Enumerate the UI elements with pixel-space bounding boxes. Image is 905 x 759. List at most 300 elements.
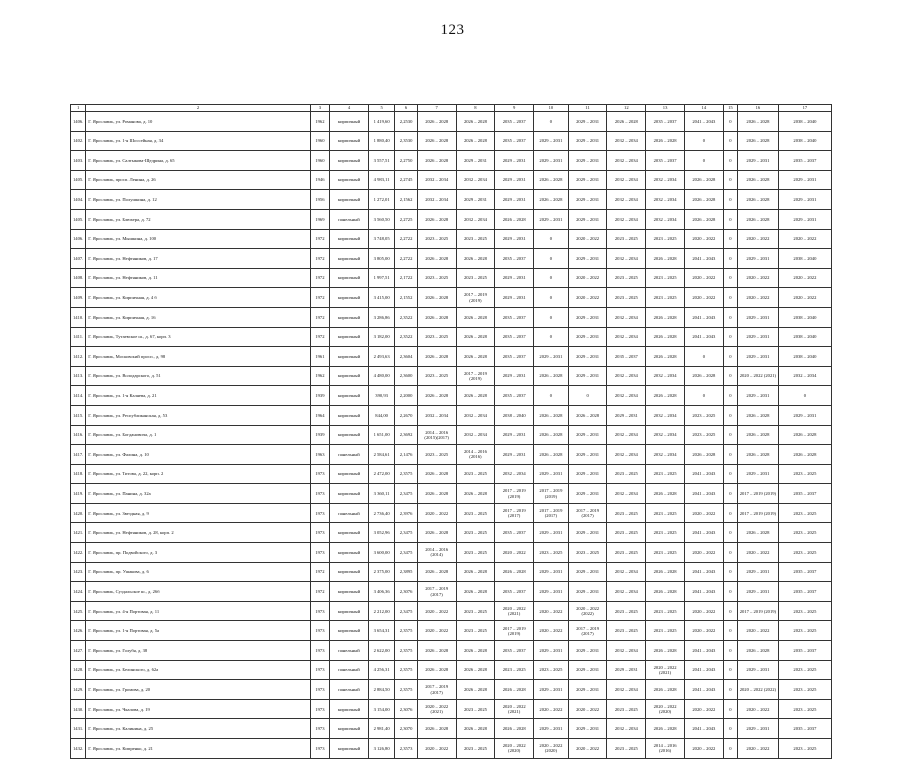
table-cell: 2017 – 2019 (2017) bbox=[495, 503, 534, 523]
table-cell: 3 654,31 bbox=[368, 621, 395, 641]
table-cell: 2026 – 2028 bbox=[417, 562, 456, 582]
table-cell: 1973 bbox=[310, 464, 329, 484]
address-cell: Г. Ярославль, ул. Панина, д. 32а bbox=[86, 484, 310, 504]
table-cell: 2026 – 2028 bbox=[738, 112, 779, 132]
table-cell: 2023 – 2025 bbox=[778, 601, 831, 621]
table-cell: 2026 – 2028 bbox=[646, 680, 685, 700]
table-row bbox=[71, 268, 832, 288]
table-cell: 2035 – 2037 bbox=[495, 327, 534, 347]
table-cell: 2026 – 2028 bbox=[534, 190, 569, 210]
address-cell: Г. Ярославль, ул. Громова, д. 20 bbox=[86, 680, 310, 700]
table-cell: 2017 – 2019 (2019) bbox=[738, 503, 779, 523]
table-cell: 2020 – 2022 (2021) bbox=[738, 366, 779, 386]
table-cell: кирпичный bbox=[330, 112, 369, 132]
table-cell: 2023 – 2025 bbox=[607, 601, 646, 621]
table-cell: 1423. bbox=[71, 562, 86, 582]
table-cell: 1414. bbox=[71, 386, 86, 406]
table-row bbox=[71, 386, 832, 406]
table-cell: 2029 – 2031 bbox=[568, 190, 607, 210]
table-cell: 0 bbox=[568, 386, 607, 406]
table-cell: кирпичный bbox=[330, 543, 369, 563]
table-cell: 1412. bbox=[71, 347, 86, 367]
table-cell: 2026 – 2028 bbox=[534, 445, 569, 465]
table-cell: панельный bbox=[330, 680, 369, 700]
table-cell: 2,3475 bbox=[395, 601, 417, 621]
table-cell: 2038 – 2040 bbox=[778, 327, 831, 347]
table-cell: 0 bbox=[723, 366, 737, 386]
table-cell: 3 415,00 bbox=[368, 288, 395, 308]
table-cell: кирпичный bbox=[330, 131, 369, 151]
table-cell: 2,1552 bbox=[395, 288, 417, 308]
table-cell: 2023 – 2025 bbox=[534, 543, 569, 563]
table-cell: 3 557,51 bbox=[368, 151, 395, 171]
table-cell: 2026 – 2028 bbox=[417, 151, 456, 171]
table-cell: 2,3070 bbox=[395, 719, 417, 739]
table-cell: 2023 – 2025 bbox=[456, 621, 495, 641]
table-cell: 2026 – 2028 bbox=[495, 680, 534, 700]
table-cell: 2026 – 2028 bbox=[646, 582, 685, 602]
table-cell: 1 272,01 bbox=[368, 190, 395, 210]
table-cell: 2023 – 2025 bbox=[778, 660, 831, 680]
table-cell: 2 981,40 bbox=[368, 719, 395, 739]
table-cell: 4 256,31 bbox=[368, 660, 395, 680]
table-cell: 2032 – 2034 bbox=[607, 327, 646, 347]
table-cell: 1411. bbox=[71, 327, 86, 347]
table-cell: 2029 – 2031 bbox=[495, 170, 534, 190]
table-cell: 2038 – 2040 bbox=[778, 307, 831, 327]
table-cell: 2023 – 2025 bbox=[607, 464, 646, 484]
table-cell: 1410. bbox=[71, 307, 86, 327]
table-cell: 2023 – 2025 bbox=[778, 543, 831, 563]
table-row bbox=[71, 484, 832, 504]
address-cell: Г. Ярославль, ул. Нефтяников, д. 28, корп. 2 bbox=[86, 523, 310, 543]
table-cell: 2032 – 2034 bbox=[456, 209, 495, 229]
table-cell: 0 bbox=[723, 347, 737, 367]
address-cell: Г. Ярославль, пр. Ушакова, д. 6 bbox=[86, 562, 310, 582]
table-cell: 2032 – 2034 bbox=[646, 190, 685, 210]
table-cell: 1430. bbox=[71, 699, 86, 719]
table-cell: 2026 – 2028 bbox=[738, 425, 779, 445]
table-cell: 2023 – 2025 bbox=[456, 543, 495, 563]
column-header: 2 bbox=[86, 105, 310, 112]
address-cell: Г. Ярославль, ул. Мышкина, д. 100 bbox=[86, 229, 310, 249]
table-cell: 2023 – 2025 bbox=[417, 366, 456, 386]
table-cell: 2 736,40 bbox=[368, 503, 395, 523]
table-cell: 2029 – 2031 bbox=[456, 151, 495, 171]
table-cell: 2029 – 2031 bbox=[568, 327, 607, 347]
table-cell: 2017 – 2019 (2019) bbox=[456, 288, 495, 308]
table-cell: 3 182,00 bbox=[368, 327, 395, 347]
column-header: 16 bbox=[738, 105, 779, 112]
table-cell: 3 360,11 bbox=[368, 484, 395, 504]
table-cell: 2023 – 2025 bbox=[607, 503, 646, 523]
table-cell: 2,3895 bbox=[395, 562, 417, 582]
table-cell: 2020 – 2022 bbox=[495, 543, 534, 563]
table-cell: кирпичный bbox=[330, 190, 369, 210]
address-cell: Г. Ярославль, ул. 1-я Шоссейная, д. 34 bbox=[86, 131, 310, 151]
address-cell: Г. Ярославль, ул. Голубя, д. 38 bbox=[86, 641, 310, 661]
table-cell: 3 560,50 bbox=[368, 209, 395, 229]
table-cell: 1960 bbox=[310, 151, 329, 171]
table-cell: 2029 – 2031 bbox=[778, 170, 831, 190]
table-cell: 2020 – 2022 bbox=[568, 229, 607, 249]
table-cell: 2032 – 2034 bbox=[646, 170, 685, 190]
address-cell: Г. Ярославль, ул. Кипренко, д. 21 bbox=[86, 739, 310, 759]
table-cell: 2035 – 2037 bbox=[646, 151, 685, 171]
table-cell: 2 493,63 bbox=[368, 347, 395, 367]
table-cell: 1972 bbox=[310, 327, 329, 347]
table-cell: 2026 – 2028 bbox=[456, 660, 495, 680]
table-cell: 2020 – 2022 bbox=[417, 601, 456, 621]
table-cell: 2026 – 2028 bbox=[646, 347, 685, 367]
table-cell: 2026 – 2028 bbox=[738, 445, 779, 465]
table-cell: 2026 – 2028 bbox=[456, 307, 495, 327]
table-cell: 2020 – 2022 bbox=[534, 621, 569, 641]
table-cell: 2017 – 2019 (2017) bbox=[568, 503, 607, 523]
address-cell: Г. Ярославль, ул. Калинина, д. 25 bbox=[86, 719, 310, 739]
table-cell: 2020 – 2022 bbox=[534, 601, 569, 621]
table-row bbox=[71, 582, 832, 602]
table-cell: 2020 – 2022 (2022) bbox=[568, 601, 607, 621]
table-cell: 2029 – 2031 bbox=[738, 464, 779, 484]
table-cell: 2035 – 2037 bbox=[495, 131, 534, 151]
table-cell: 2,3692 bbox=[395, 425, 417, 445]
table-cell: 2026 – 2028 bbox=[738, 405, 779, 425]
table-cell: 0 bbox=[534, 327, 569, 347]
table-cell: кирпичный bbox=[330, 719, 369, 739]
table-cell: 0 bbox=[684, 386, 723, 406]
table-cell: 1409. bbox=[71, 288, 86, 308]
table-cell: 2 884,50 bbox=[368, 680, 395, 700]
table-cell: 3 154,00 bbox=[368, 699, 395, 719]
table-cell: 2023 – 2025 bbox=[778, 680, 831, 700]
header-row bbox=[71, 105, 832, 112]
table-cell: 0 bbox=[684, 131, 723, 151]
table-cell: 0 bbox=[723, 170, 737, 190]
table-cell: 2020 – 2022 bbox=[568, 288, 607, 308]
table-cell: 2020 – 2022 bbox=[738, 288, 779, 308]
address-cell: Г. Ярославль, ул. Кирпичная, д. 16 bbox=[86, 307, 310, 327]
column-header: 3 bbox=[310, 105, 329, 112]
table-cell: 2032 – 2034 bbox=[456, 405, 495, 425]
table-cell: 2026 – 2028 bbox=[456, 719, 495, 739]
table-cell: 2023 – 2025 bbox=[646, 523, 685, 543]
column-header: 5 bbox=[368, 105, 395, 112]
table-cell: 2029 – 2031 bbox=[568, 719, 607, 739]
table-cell: 2032 – 2034 bbox=[607, 425, 646, 445]
table-cell: 3 286,86 bbox=[368, 307, 395, 327]
table-cell: 2023 – 2025 bbox=[778, 699, 831, 719]
column-header: 11 bbox=[568, 105, 607, 112]
table-cell: 2029 – 2031 bbox=[568, 366, 607, 386]
table-cell: 2023 – 2025 bbox=[646, 543, 685, 563]
table-cell: 2029 – 2031 bbox=[738, 249, 779, 269]
table-cell: кирпичный bbox=[330, 405, 369, 425]
table-cell: 1973 bbox=[310, 484, 329, 504]
table-cell: 2041 – 2043 bbox=[684, 660, 723, 680]
table-cell: 2041 – 2043 bbox=[684, 307, 723, 327]
table-cell: 2023 – 2025 bbox=[417, 229, 456, 249]
table-cell: 2035 – 2037 bbox=[495, 386, 534, 406]
table-cell: кирпичный bbox=[330, 229, 369, 249]
table-cell: 2038 – 2040 bbox=[778, 249, 831, 269]
table-cell: 2017 – 2019 (2017) bbox=[568, 621, 607, 641]
table-cell: 0 bbox=[723, 680, 737, 700]
table-body bbox=[71, 112, 832, 759]
table-cell: 2035 – 2037 bbox=[495, 582, 534, 602]
address-cell: Г. Ярославль, ул. Нефтяников, д. 11 bbox=[86, 268, 310, 288]
table-cell: 0 bbox=[723, 543, 737, 563]
table-cell: 1973 bbox=[310, 719, 329, 739]
table-row bbox=[71, 170, 832, 190]
table-cell: 2029 – 2031 bbox=[534, 641, 569, 661]
table-cell: кирпичный bbox=[330, 464, 369, 484]
table-cell: 0 bbox=[723, 229, 737, 249]
table-cell: 2023 – 2025 bbox=[778, 621, 831, 641]
table-cell: 2029 – 2031 bbox=[495, 268, 534, 288]
table-cell: 1 419,60 bbox=[368, 112, 395, 132]
table-cell: 2020 – 2022 bbox=[684, 739, 723, 759]
table-cell: 2032 – 2034 bbox=[417, 170, 456, 190]
table-cell: 2026 – 2028 bbox=[738, 131, 779, 151]
table-cell: 2035 – 2037 bbox=[778, 719, 831, 739]
table-cell: 1417. bbox=[71, 445, 86, 465]
table-cell: 2026 – 2028 bbox=[456, 327, 495, 347]
table-cell: 2029 – 2031 bbox=[568, 464, 607, 484]
table-cell: 1962 bbox=[310, 112, 329, 132]
table-cell: 2020 – 2022 bbox=[738, 699, 779, 719]
table-cell: 2026 – 2028 bbox=[495, 562, 534, 582]
table-cell: 2023 – 2025 bbox=[778, 523, 831, 543]
address-cell: Г. Ярославль, пр. Подвойского, д. 3 bbox=[86, 543, 310, 563]
address-cell: Г. Ярославль, ул. 4-я Портовая, д. 11 bbox=[86, 601, 310, 621]
table-cell: 1422. bbox=[71, 543, 86, 563]
table-cell: 2,2722 bbox=[395, 229, 417, 249]
table-cell: 2,3976 bbox=[395, 503, 417, 523]
table-cell: 2041 – 2043 bbox=[684, 327, 723, 347]
table-cell: кирпичный bbox=[330, 249, 369, 269]
column-header: 1 bbox=[71, 105, 86, 112]
table-cell: 1972 bbox=[310, 268, 329, 288]
table-cell: 0 bbox=[534, 112, 569, 132]
address-cell: Г. Ярославль, ул. 1-я Портовая, д. 5а bbox=[86, 621, 310, 641]
table-cell: 2023 – 2025 bbox=[684, 425, 723, 445]
table-cell: 1424. bbox=[71, 582, 86, 602]
table-cell: 2023 – 2025 bbox=[456, 464, 495, 484]
table-cell: 2,3575 bbox=[395, 680, 417, 700]
table-cell: 2029 – 2031 bbox=[738, 327, 779, 347]
column-header: 17 bbox=[778, 105, 831, 112]
table-cell: 2026 – 2028 bbox=[417, 288, 456, 308]
table-cell: кирпичный bbox=[330, 347, 369, 367]
table-cell: 2041 – 2043 bbox=[684, 523, 723, 543]
table-cell: 1946 bbox=[310, 170, 329, 190]
table-cell: 2026 – 2028 bbox=[738, 190, 779, 210]
table-cell: 2026 – 2028 bbox=[738, 641, 779, 661]
table-cell: 2023 – 2025 bbox=[417, 327, 456, 347]
table-cell: 2032 – 2034 bbox=[607, 484, 646, 504]
table-cell: 0 bbox=[723, 582, 737, 602]
table-row bbox=[71, 503, 832, 523]
table-cell: панельный bbox=[330, 503, 369, 523]
page-number: 123 bbox=[440, 22, 465, 38]
table-cell: 2,3575 bbox=[395, 621, 417, 641]
table-cell: 2020 – 2022 bbox=[778, 288, 831, 308]
table-cell: 2026 – 2028 bbox=[495, 719, 534, 739]
table-cell: 2023 – 2025 bbox=[607, 543, 646, 563]
table-cell: 1429. bbox=[71, 680, 86, 700]
table-cell: 2026 – 2028 bbox=[456, 680, 495, 700]
table-cell: 2029 – 2031 bbox=[568, 209, 607, 229]
table-cell: 2035 – 2037 bbox=[778, 582, 831, 602]
table-cell: 1972 bbox=[310, 229, 329, 249]
table-cell: 2020 – 2022 bbox=[738, 543, 779, 563]
table-cell: 1973 bbox=[310, 503, 329, 523]
table-cell: 2035 – 2037 bbox=[495, 347, 534, 367]
table-cell: 2038 – 2040 bbox=[778, 112, 831, 132]
table-cell: 2020 – 2022 (2021) bbox=[495, 601, 534, 621]
table-cell: 0 bbox=[723, 131, 737, 151]
table-cell: 2023 – 2025 bbox=[456, 699, 495, 719]
table-cell: 2026 – 2028 bbox=[684, 190, 723, 210]
table-cell: 2,1562 bbox=[395, 190, 417, 210]
table-cell: 0 bbox=[723, 484, 737, 504]
address-cell: Г. Ярославль, ул. Титова, д. 22, корп. 2 bbox=[86, 464, 310, 484]
table-cell: 1407. bbox=[71, 249, 86, 269]
table-cell: 2026 – 2028 bbox=[684, 366, 723, 386]
table-row bbox=[71, 327, 832, 347]
table-cell: 2026 – 2028 bbox=[456, 484, 495, 504]
table-cell: 2026 – 2028 bbox=[456, 562, 495, 582]
table-cell: 2026 – 2028 bbox=[417, 464, 456, 484]
table-cell: 2,2750 bbox=[395, 151, 417, 171]
table-cell: 2026 – 2028 bbox=[534, 366, 569, 386]
column-header: 15 bbox=[723, 105, 737, 112]
table-cell: 2014 – 2016 (2015)(2017) bbox=[417, 425, 456, 445]
table-cell: 2032 – 2034 bbox=[607, 249, 646, 269]
table-cell: 2029 – 2031 bbox=[738, 151, 779, 171]
table-cell: 2 212,00 bbox=[368, 601, 395, 621]
table-cell: кирпичный bbox=[330, 288, 369, 308]
table-cell: 2029 – 2031 bbox=[534, 719, 569, 739]
table-cell: 2017 – 2019 (2017) bbox=[417, 680, 456, 700]
table-cell: 2026 – 2028 bbox=[646, 249, 685, 269]
table-cell: 1425. bbox=[71, 601, 86, 621]
table-cell: 1427. bbox=[71, 641, 86, 661]
table-cell: 2020 – 2022 bbox=[417, 621, 456, 641]
table-cell: 2029 – 2031 bbox=[495, 151, 534, 171]
table-cell: 2026 – 2028 bbox=[456, 131, 495, 151]
table-cell: 2035 – 2037 bbox=[778, 641, 831, 661]
address-cell: Г. Ярославль, ул. Романова, д. 10 bbox=[86, 112, 310, 132]
table-cell: 1 997,51 bbox=[368, 268, 395, 288]
table-cell: 844,00 bbox=[368, 405, 395, 425]
table-cell: 2,3076 bbox=[395, 582, 417, 602]
table-cell: 2023 – 2025 bbox=[456, 601, 495, 621]
table-cell: 1405. bbox=[71, 209, 86, 229]
column-header: 4 bbox=[330, 105, 369, 112]
table-cell: 2026 – 2028 bbox=[456, 112, 495, 132]
column-header: 6 bbox=[395, 105, 417, 112]
table-cell: 390,93 bbox=[368, 386, 395, 406]
table-cell: 2041 – 2043 bbox=[684, 112, 723, 132]
table-cell: 2035 – 2037 bbox=[778, 151, 831, 171]
table-cell: 2026 – 2028 bbox=[738, 209, 779, 229]
table-cell: 2029 – 2031 bbox=[534, 131, 569, 151]
table-row bbox=[71, 229, 832, 249]
table-cell: 2032 – 2034 bbox=[456, 170, 495, 190]
address-cell: Г. Ярославль, ул. 1-я Каляева, д. 21 bbox=[86, 386, 310, 406]
table-cell: 2020 – 2022 bbox=[684, 601, 723, 621]
table-cell: 1973 bbox=[310, 739, 329, 759]
table-cell: 0 bbox=[723, 425, 737, 445]
table-cell: 0 bbox=[723, 601, 737, 621]
table-row bbox=[71, 641, 832, 661]
table-cell: 2032 – 2034 bbox=[607, 131, 646, 151]
table-cell: 2 622,00 bbox=[368, 641, 395, 661]
table-cell: 2029 – 2031 bbox=[738, 719, 779, 739]
table-cell: 2026 – 2028 bbox=[646, 327, 685, 347]
table-cell: 2029 – 2031 bbox=[778, 190, 831, 210]
table-cell: 2,2670 bbox=[395, 405, 417, 425]
table-cell: 2026 – 2028 bbox=[417, 523, 456, 543]
table-cell: 2,3522 bbox=[395, 327, 417, 347]
table-row bbox=[71, 543, 832, 563]
table-cell: 1963 bbox=[310, 445, 329, 465]
table-row bbox=[71, 190, 832, 210]
table-cell: 2026 – 2028 bbox=[417, 112, 456, 132]
table-cell: 2041 – 2043 bbox=[684, 641, 723, 661]
table-cell: панельный bbox=[330, 209, 369, 229]
table-cell: 2041 – 2043 bbox=[684, 562, 723, 582]
table-cell: 1956 bbox=[310, 190, 329, 210]
table-cell: 0 bbox=[534, 288, 569, 308]
table-cell: кирпичный bbox=[330, 699, 369, 719]
table-cell: 2,1722 bbox=[395, 268, 417, 288]
table-cell: 2,2000 bbox=[395, 386, 417, 406]
table-cell: 2032 – 2034 bbox=[607, 151, 646, 171]
table-cell: 2026 – 2028 bbox=[495, 209, 534, 229]
table-cell: 2017 – 2019 (2019) bbox=[495, 621, 534, 641]
table-cell: 2026 – 2028 bbox=[646, 386, 685, 406]
table-cell: 2035 – 2037 bbox=[495, 249, 534, 269]
table-cell: 2029 – 2031 bbox=[778, 405, 831, 425]
table-cell: 2020 – 2022 bbox=[738, 621, 779, 641]
table-cell: 2,3573 bbox=[395, 739, 417, 759]
table-cell: 0 bbox=[534, 386, 569, 406]
table-cell: 1402. bbox=[71, 131, 86, 151]
table-cell: 3 406,36 bbox=[368, 582, 395, 602]
table-cell: 2017 – 2019 (2017) bbox=[534, 503, 569, 523]
table-cell: 2023 – 2025 bbox=[456, 229, 495, 249]
table-cell: 2026 – 2028 bbox=[607, 112, 646, 132]
table-cell: 1969 bbox=[310, 209, 329, 229]
table-cell: 2026 – 2028 bbox=[417, 209, 456, 229]
table-cell: 2026 – 2028 bbox=[456, 641, 495, 661]
table-cell: 2038 – 2040 bbox=[495, 405, 534, 425]
table-cell: 3 805,00 bbox=[368, 249, 395, 269]
table-cell: 2023 – 2025 bbox=[456, 523, 495, 543]
address-cell: Г. Ярославль, Тутаевское ш., д. 67, корп. 3 bbox=[86, 327, 310, 347]
table-cell: 2035 – 2037 bbox=[607, 347, 646, 367]
table-cell: 2020 – 2022 (2021) bbox=[646, 660, 685, 680]
table-cell: 1972 bbox=[310, 582, 329, 602]
table-cell: 2038 – 2040 bbox=[778, 131, 831, 151]
table-cell: панельный bbox=[330, 660, 369, 680]
table-cell: 2041 – 2043 bbox=[684, 464, 723, 484]
table-cell: 2023 – 2025 bbox=[778, 739, 831, 759]
table-cell: 0 bbox=[723, 464, 737, 484]
